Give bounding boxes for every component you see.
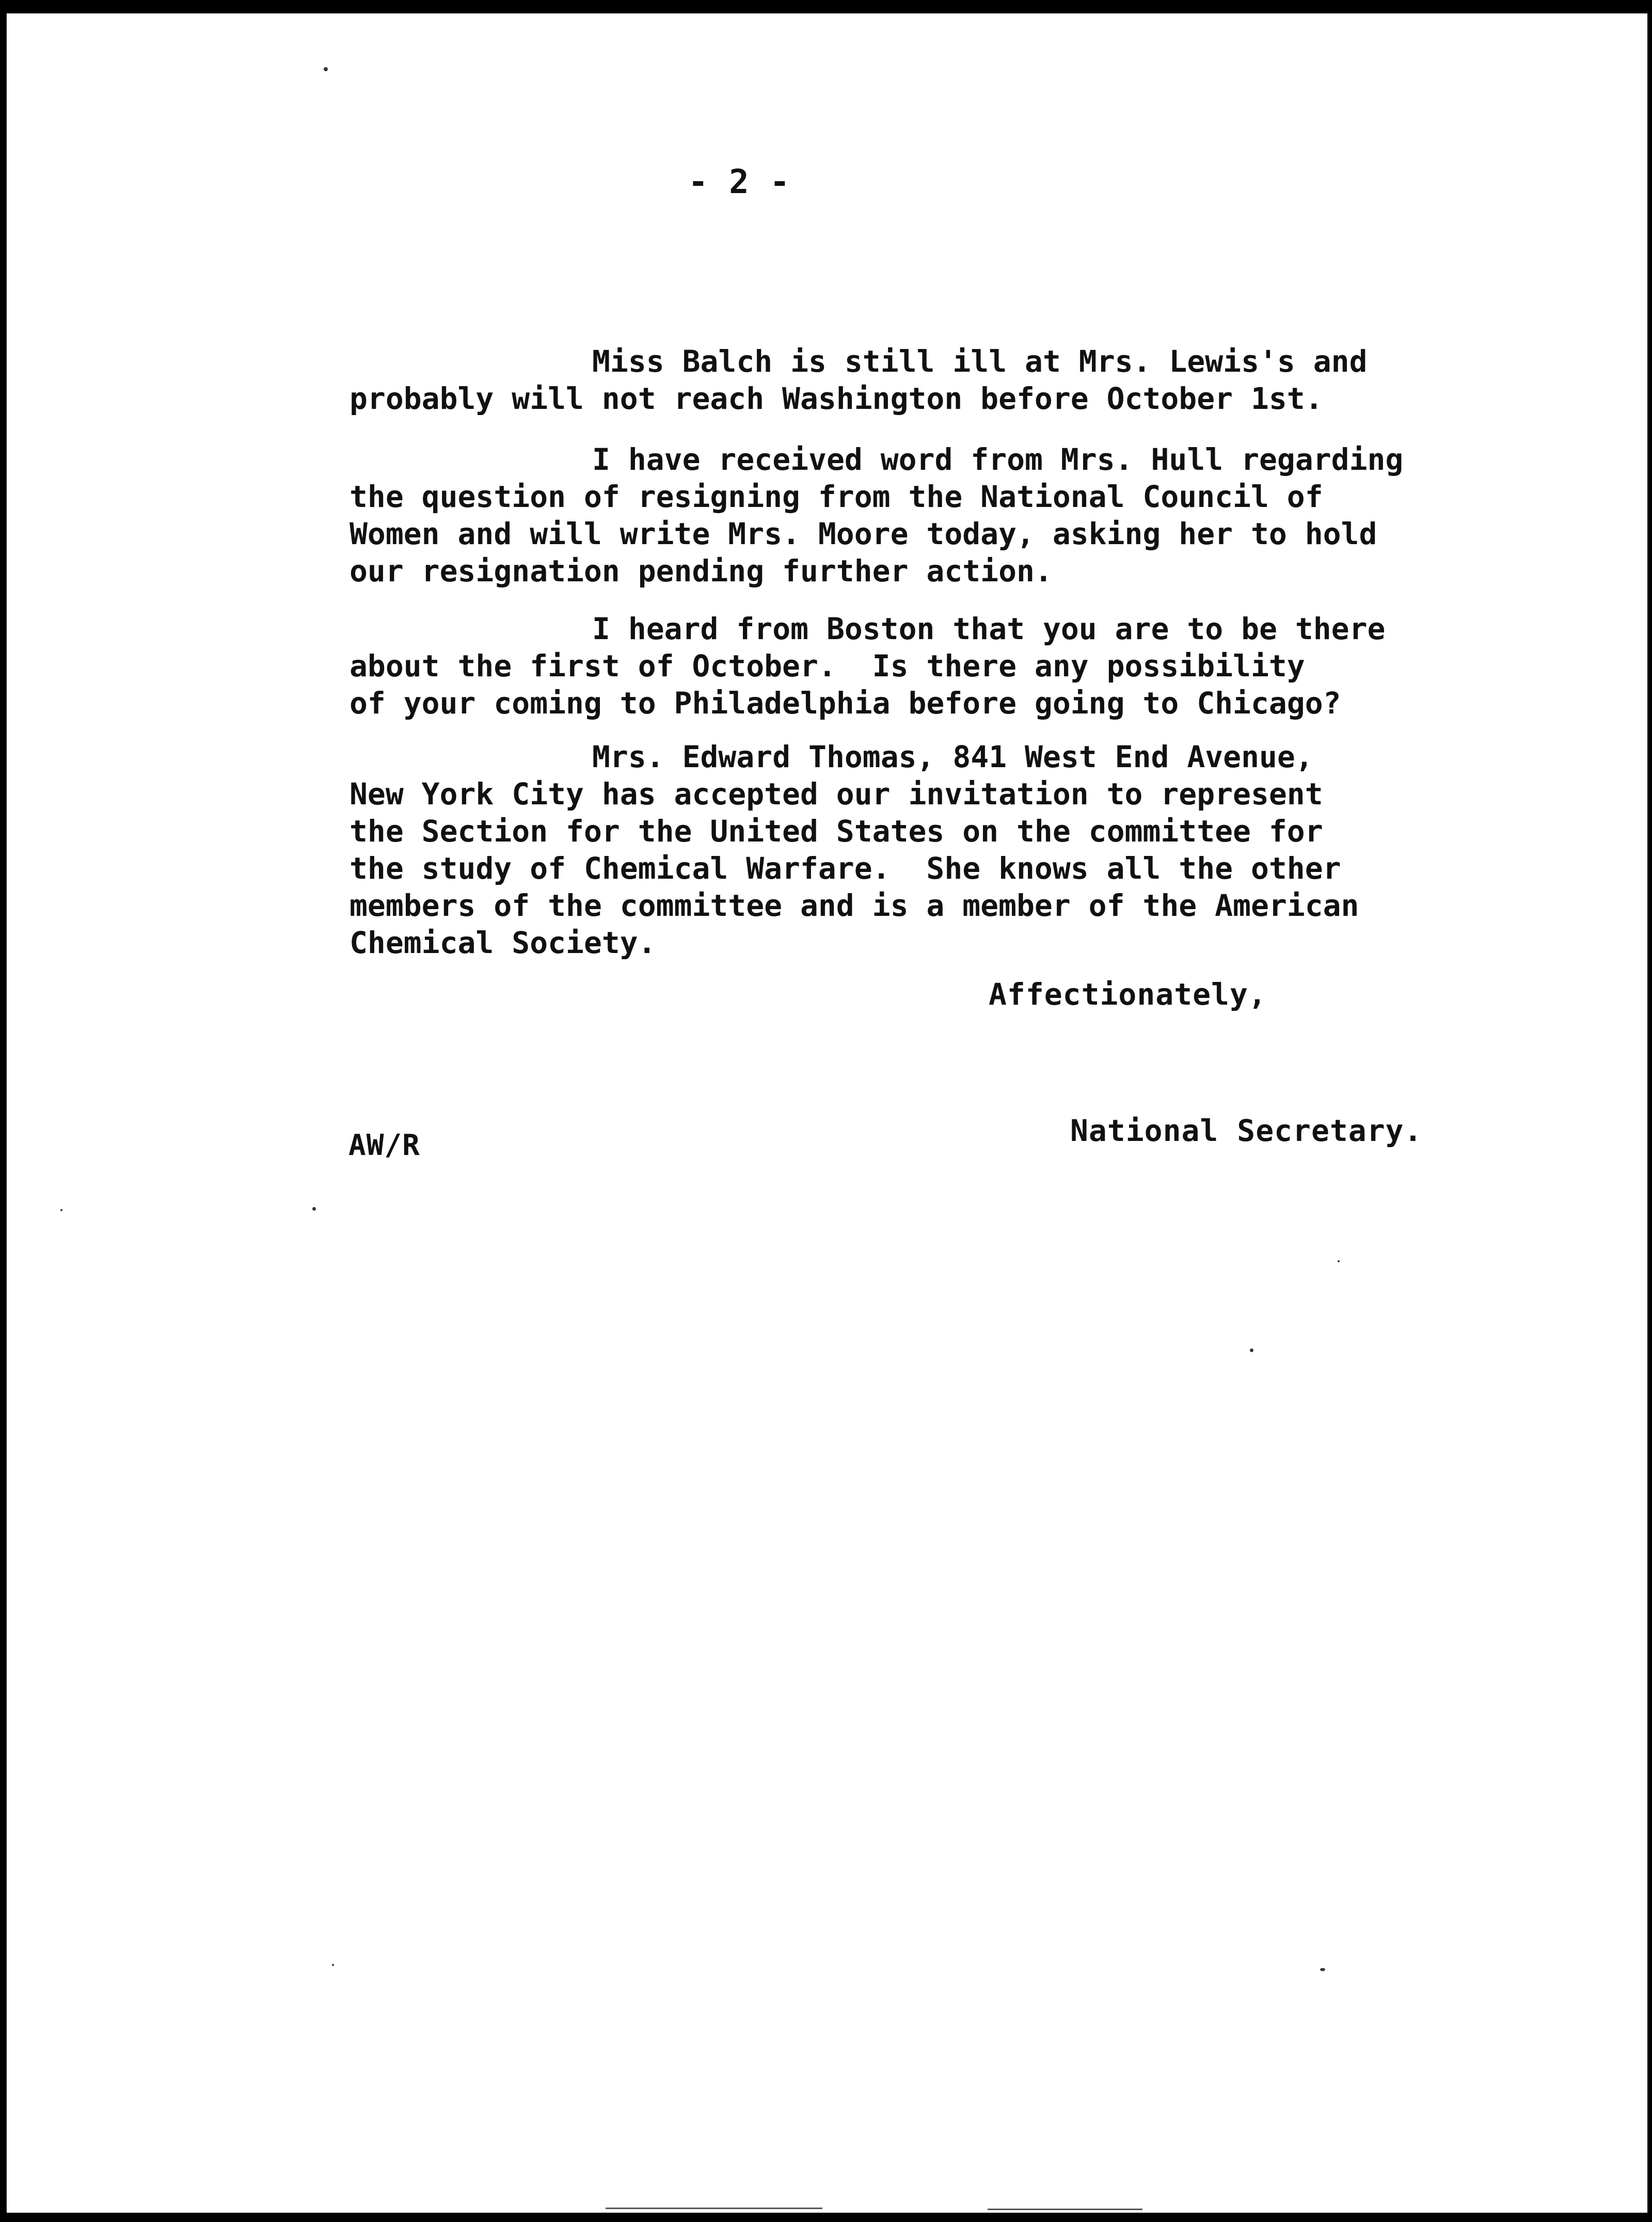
paragraph-line: Miss Balch is still ill at Mrs. Lewis's and [592,344,1368,379]
scan-speck [312,1207,316,1211]
paragraph-line: New York City has accepted our invitation to represent [350,776,1323,812]
closing: Affectionately, [989,977,1267,1012]
scan-speck [1320,1968,1325,1971]
paragraph-line: Women and will write Mrs. Moore today, asking her to hold [350,516,1377,551]
paragraph-line: of your coming to Philadelphia before going to Chicago? [350,686,1341,721]
paragraph-line: members of the committee and is a member of the American [350,888,1359,923]
paragraph-line: probably will not reach Washington before October 1st. [350,381,1323,416]
paragraph-thomas [350,738,1475,961]
scan-edge-mark [606,2208,822,2209]
paragraph-balch [350,343,1475,417]
typist-initials: AW/R [348,1129,420,1162]
scan-speck [1338,1260,1340,1262]
paragraph-hull [350,441,1475,590]
page-number: - 2 - [688,163,790,201]
signer-title: National Secretary. [1070,1113,1423,1148]
paragraph-line: about the first of October. Is there any possibility [350,648,1305,684]
paragraph-line: Chemical Society. [350,925,656,960]
paragraph-line: our resignation pending further action. [350,553,1053,589]
paragraph-line: the study of Chemical Warfare. She knows all the other [350,851,1341,886]
paragraph-line: I have received word from Mrs. Hull regarding [592,442,1404,477]
scan-speck [1250,1348,1253,1352]
letter-page [5,13,1649,2213]
paragraph-line: I heard from Boston that you are to be there [592,611,1386,646]
paragraph-line: the Section for the United States on the committee for [350,814,1323,849]
scan-speck [60,1209,62,1211]
paragraph-line: Mrs. Edward Thomas, 841 West End Avenue, [592,739,1313,774]
scan-speck [324,67,328,71]
scan-edge-mark [988,2209,1142,2210]
paragraph-boston [350,610,1475,722]
paragraph-line: the question of resigning from the National Council of [350,479,1323,514]
scan-speck [332,1964,334,1966]
